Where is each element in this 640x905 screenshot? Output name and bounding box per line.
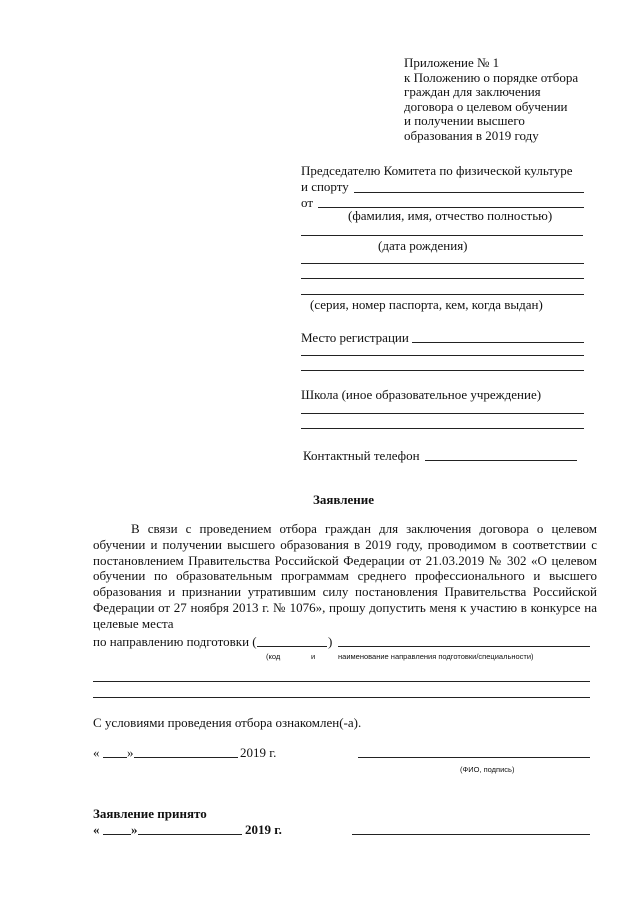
statement-title: Заявление	[313, 492, 375, 507]
phone-label: Контактный телефон	[303, 448, 420, 463]
name-caption: наименование направления подготовки/специальности)	[338, 652, 534, 661]
from-label: от	[301, 195, 314, 210]
birth-date-caption: (дата рождения)	[378, 238, 468, 253]
direction-label: по направлению подготовки (	[93, 634, 257, 649]
statement-body: В связи с проведением отбора граждан для заключения договора о целевом обучении и получении высшего образования в 2019 году, проводимом в соответствии с постановлением Правительства Российской Федерации от 21.03.2019 № 302 «О целевом обучении по образовательным программам среднего профессионального и высшего образования и признании утратившим силу постановления Правительства Российской Федерации от 27 ноября 2013 г. № 1076», прошу допустить меня к участию в конкурсе на целевые места	[93, 521, 597, 631]
school-field-1[interactable]	[301, 413, 584, 414]
signature-caption: (ФИО, подпись)	[460, 765, 515, 774]
birth-date-field[interactable]	[301, 235, 583, 236]
fio-caption: (фамилия, имя, отчество полностью)	[348, 208, 553, 223]
appendix-title: Приложение № 1	[404, 55, 500, 70]
accepted-day-field[interactable]	[103, 820, 131, 835]
appendix-block	[404, 56, 578, 144]
date-close-quote: »	[127, 745, 134, 760]
accepted-signature-field[interactable]	[352, 820, 590, 835]
passport-field-3[interactable]	[301, 294, 584, 295]
direction-field-2[interactable]	[93, 681, 590, 682]
direction-code-field[interactable]	[257, 632, 327, 647]
school-label: Школа (иное образовательное учреждение)	[301, 387, 542, 402]
addressee-line-2: и спорту	[301, 179, 349, 194]
appendix-line: образования в 2019 году	[404, 127, 539, 143]
accepted-year: 2019 г.	[245, 822, 282, 837]
appendix-line: и получении высшего	[404, 113, 525, 129]
accepted-date-open: «	[93, 822, 100, 837]
accepted-month-field[interactable]	[138, 820, 242, 835]
accepted-label: Заявление принято	[93, 806, 207, 821]
day-field[interactable]	[103, 743, 127, 758]
direction-close: )	[328, 634, 333, 649]
and-caption: и	[311, 652, 316, 661]
committee-field[interactable]	[354, 178, 584, 193]
appendix-line: к Положению о порядке отбора	[404, 69, 579, 85]
from-field[interactable]	[318, 193, 584, 208]
appendix-line: граждан для заключения	[404, 84, 541, 100]
registration-field-2[interactable]	[301, 355, 584, 356]
direction-field-3[interactable]	[93, 697, 590, 698]
registration-field[interactable]	[412, 328, 584, 343]
month-field[interactable]	[134, 743, 238, 758]
passport-caption: (серия, номер паспорта, кем, когда выдан)	[310, 297, 543, 312]
registration-field-3[interactable]	[301, 370, 584, 371]
registration-label: Место регистрации	[301, 330, 409, 345]
passport-field-1[interactable]	[301, 263, 584, 264]
date-open-quote: «	[93, 745, 100, 760]
acknowledge-text: С условиями проведения отбора ознакомлен(-а).	[93, 715, 362, 730]
passport-field-2[interactable]	[301, 278, 584, 279]
addressee-line-1: Председателю Комитета по физической культуре	[301, 163, 573, 178]
signature-field[interactable]	[358, 743, 590, 758]
accepted-date-close: »	[131, 822, 138, 837]
direction-name-field[interactable]	[338, 632, 590, 647]
phone-field[interactable]	[425, 446, 577, 461]
code-caption: (код	[266, 652, 281, 661]
school-field-2[interactable]	[301, 428, 584, 429]
appendix-line: договора о целевом обучении	[404, 98, 568, 114]
year-label: 2019 г.	[240, 745, 277, 760]
